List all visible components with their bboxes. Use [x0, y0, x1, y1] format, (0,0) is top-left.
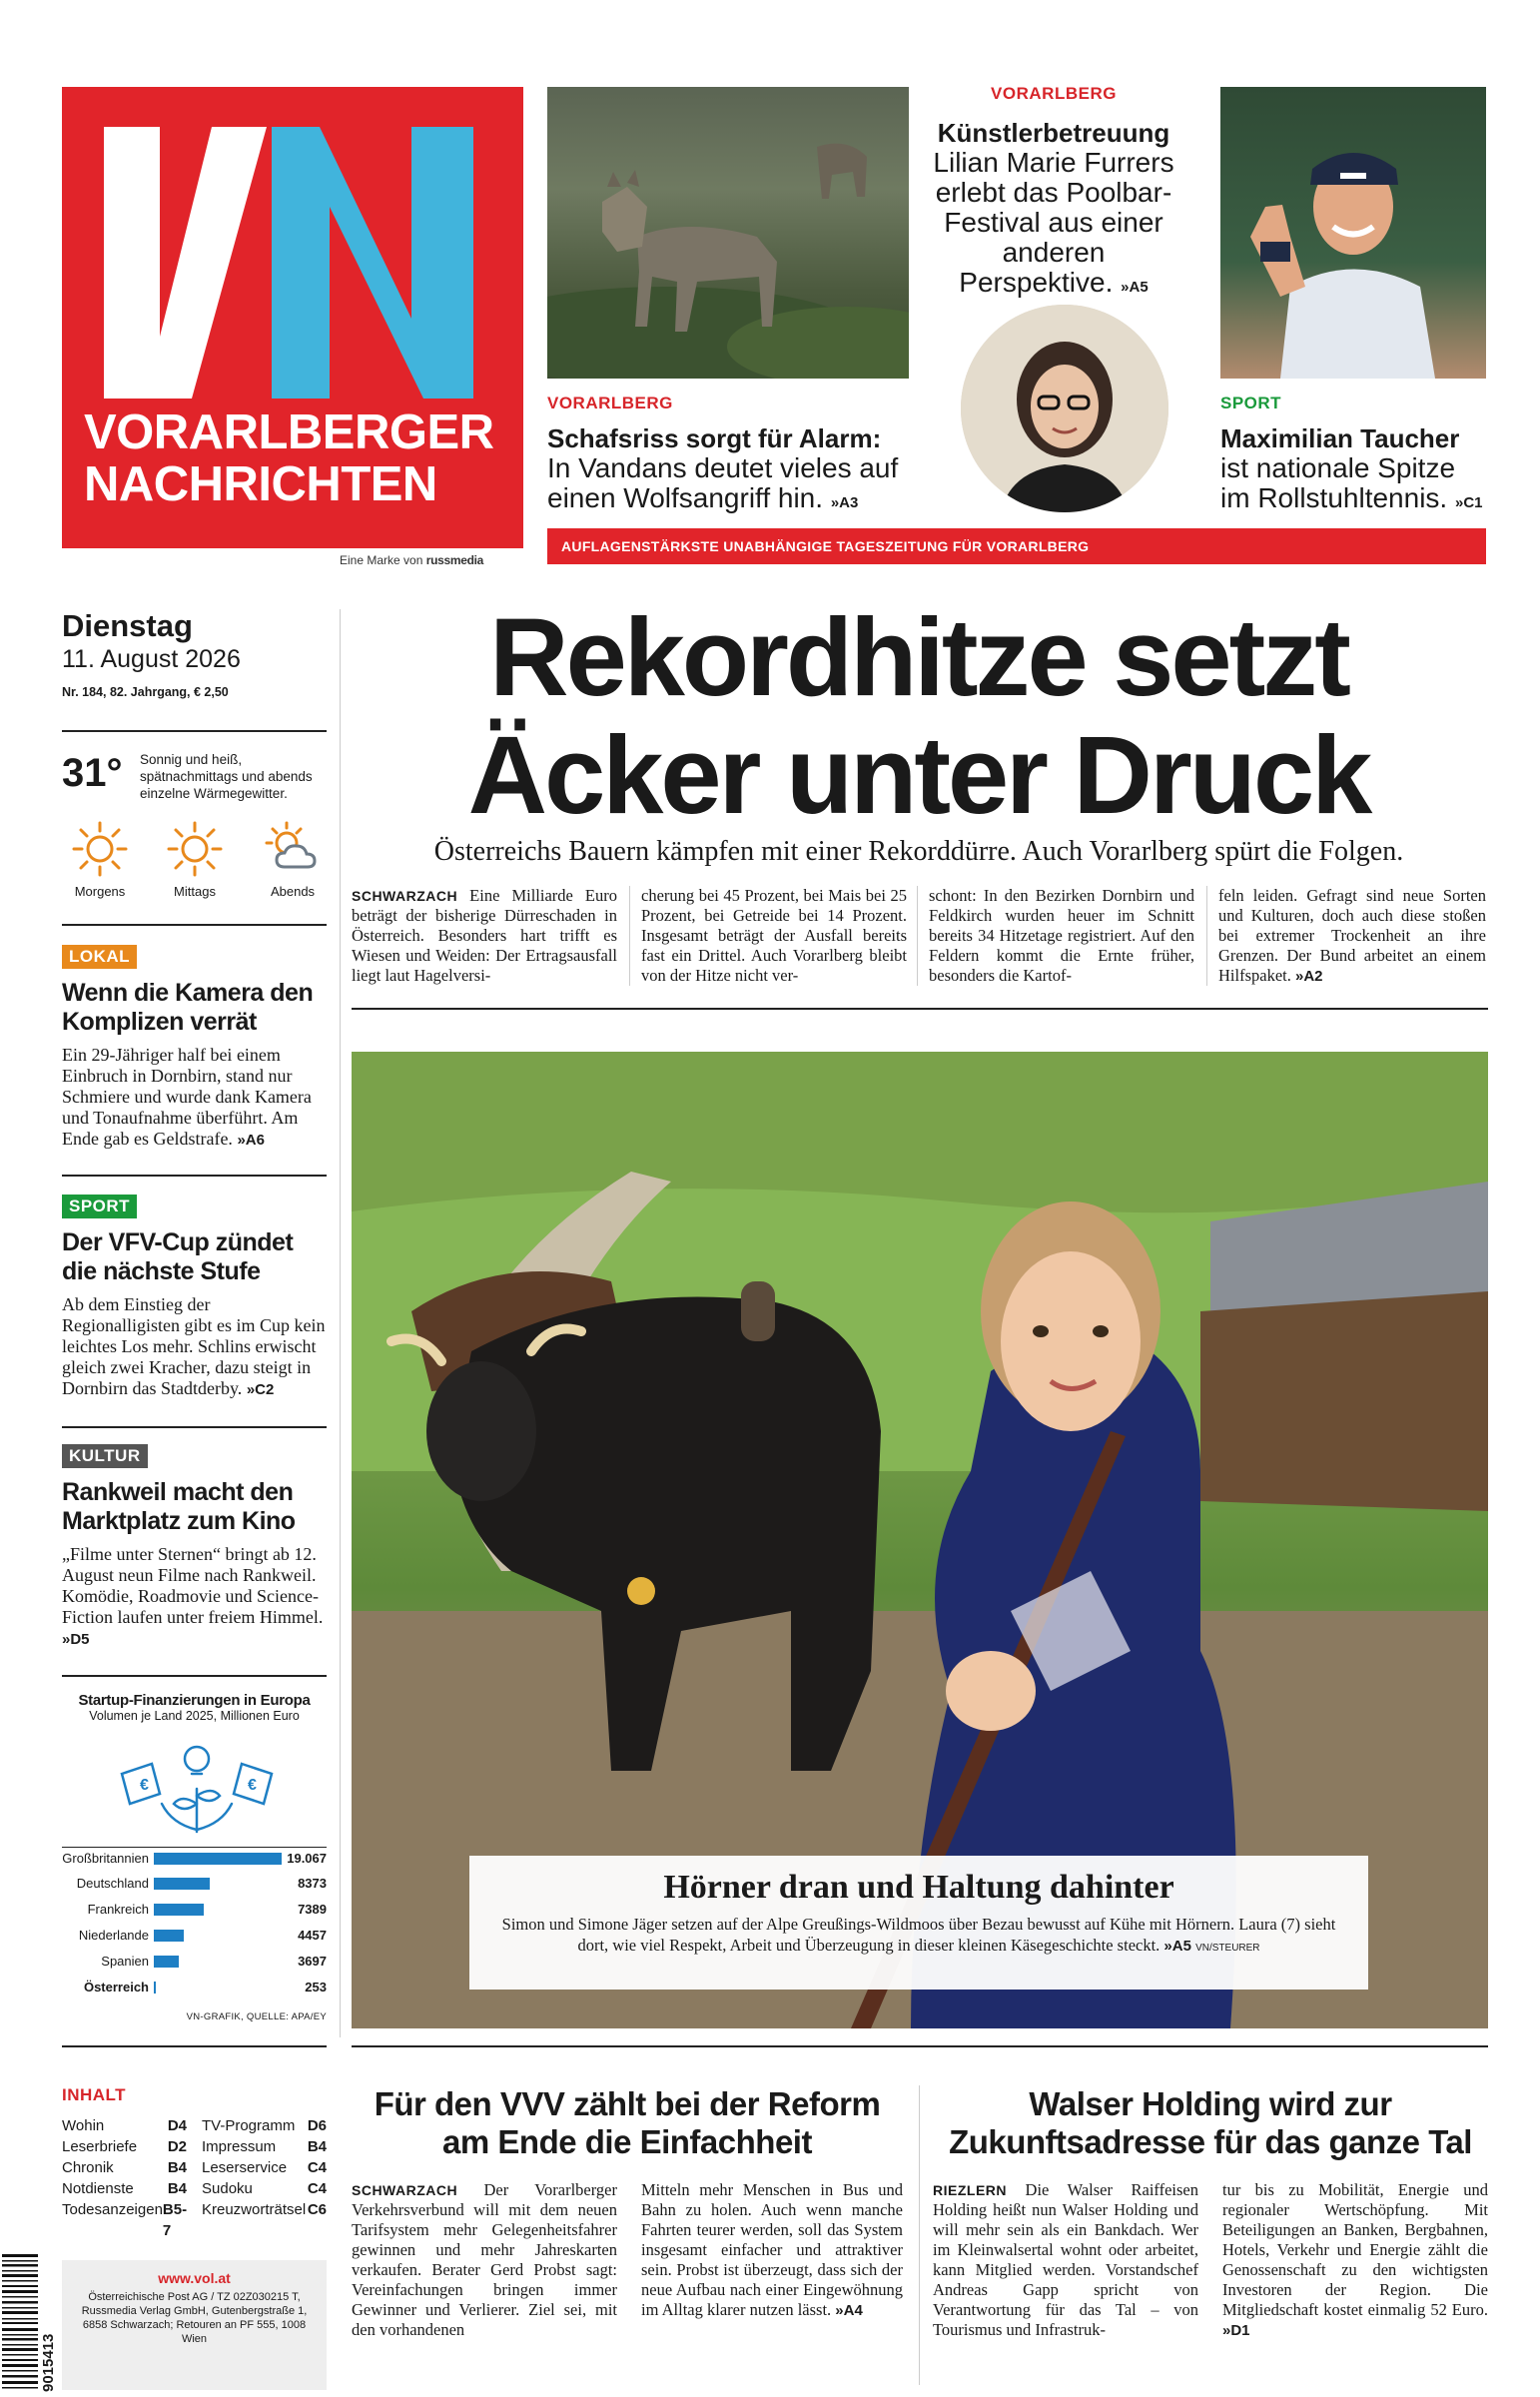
- weather-slot-label: Mittags: [174, 884, 216, 899]
- chart-source: VN-GRAFIK, QUELLE: APA/EY: [186, 2011, 327, 2022]
- bar-label: Deutschland: [76, 1876, 149, 1891]
- story-headline: Für den VVV zählt bei der Reform am Ende die Einfachheit: [374, 2085, 881, 2160]
- story-headline: Walser Holding wird zur Zukunftsadresse für das ganze Tal: [949, 2085, 1472, 2160]
- teaser-title: Schafsriss sorgt für Alarm:: [547, 423, 882, 453]
- toc-item[interactable]: TV-Programm D6: [202, 2117, 327, 2134]
- lead-col-4: feln leiden. Gefragt sind neue Sorten und Kulturen, doch auch diese stoßen bei extremer Trockenheit an ihre Grenzen. Der Bund arbeitet an einem Hilfspaket. »A2: [1218, 886, 1486, 985]
- bar: [154, 1904, 204, 1916]
- teaser-artist[interactable]: [929, 84, 1178, 303]
- svg-text:€: €: [140, 1777, 149, 1794]
- bar-label: Spanien: [101, 1954, 149, 1969]
- story-body: Ein 29-Jähriger half bei einem Einbruch in Dornbirn, stand nur Schmiere und wurde dank Kamera und Tonaufnahme überführt. Am Ende gab es Geldstrafe.: [62, 1045, 312, 1149]
- toc-item[interactable]: Notdienste B4: [62, 2180, 187, 2197]
- wolf-photo[interactable]: [547, 87, 909, 379]
- teaser-body: Lilian Marie Furrers erlebt das Poolbar-Festival aus einer anderen Perspektive.: [933, 147, 1174, 298]
- bar-row: [62, 1925, 327, 1947]
- story-title: Rankweil macht den Marktplatz zum Kino: [62, 1478, 296, 1535]
- lead-headline[interactable]: [350, 596, 1488, 837]
- startup-funding-chart: [62, 1692, 327, 2031]
- story-col-2: Mitteln mehr Menschen in Bus und Bahn zu holen. Auch wenn manche Fahrten teurer werden, soll das System insgesamt einfacher und attraktiver sein. Probst ist überzeugt, dass sich der neue Aufbau nach einer Eingewöhnung im Alltag klarer nutzen lässt. »A4: [641, 2180, 903, 2319]
- chart-subtitle: Volumen je Land 2025, Millionen Euro: [89, 1709, 300, 1723]
- photo-story-caption: Simon und Simone Jäger setzen auf der Alpe Greußings-Wildmoos über Bezau bewusst auf Kühe mit Hörnern. Laura (7) sieht dort, wie viel Respekt, Arbeit und Überzeugung in dieser kleinen Käsegeschichte steckt.: [501, 1915, 1336, 1955]
- story-col-1: SCHWARZACH Der Vorarlberger Verkehrsverbund will mit dem neuen Tarifsystem mehr Gelegenheitsfahrer gewinnen und mehr Jahreskarten verkaufen. Berater Gerd Probst sagt: Vereinfachungen bringen immer Gewinner und Verlierer. Ziel sei, mit den vorhandenen: [352, 2180, 617, 2339]
- toc-item[interactable]: Sudoku C4: [202, 2180, 327, 2197]
- bar: [154, 1930, 184, 1942]
- toc-item[interactable]: Impressum B4: [202, 2138, 327, 2155]
- teaser-kicker: SPORT: [1220, 394, 1282, 412]
- tennis-player-photo[interactable]: [1220, 87, 1486, 379]
- bar-row: [62, 1899, 327, 1921]
- weather-slot-noon: [165, 819, 225, 899]
- bar-label: Großbritannien: [62, 1851, 149, 1866]
- portrait-photo[interactable]: [961, 305, 1168, 512]
- sidebar-story-kultur[interactable]: [62, 1444, 327, 1650]
- table-of-contents: [62, 2085, 327, 2241]
- photo-credit: VN/STEURER: [1195, 1943, 1260, 1954]
- lead-col-2: cherung bei 45 Prozent, bei Mais bei 25 Prozent, bei Getreide bei 14 Prozent. Insgesamt beträgt der Ausfall bereits fast ein Drittel. Auch Vorarlberg bleibt von der Hitze nicht ver-: [641, 886, 907, 985]
- column-divider: [917, 886, 918, 986]
- teaser-body: ist nationale Spitze im Rollstuhltennis.: [1220, 452, 1456, 513]
- story-title: Wenn die Kamera den Komplizen verrät: [62, 979, 314, 1036]
- portrait-illustration: [961, 305, 1168, 512]
- story-title: Der VFV-Cup zündet die nächste Stufe: [62, 1228, 294, 1285]
- bar-value: 7389: [298, 1902, 327, 1917]
- toc-item[interactable]: Todesanzeigen B5-7: [62, 2201, 188, 2239]
- section-badge: KULTUR: [62, 1444, 148, 1468]
- tennis-player-illustration: [1220, 87, 1486, 379]
- sun-icon: [165, 819, 225, 879]
- lead-subhead: Österreichs Bauern kämpfen mit einer Rekorddürre. Auch Vorarlberg spürt die Folgen.: [433, 836, 1404, 867]
- teaser-kicker: VORARLBERG: [547, 394, 673, 412]
- teaser-kicker: VORARLBERG: [991, 84, 1117, 103]
- bar-row: [62, 1873, 327, 1895]
- tagline-text: AUFLAGENSTÄRKSTE UNABHÄNGIGE TAGESZEITUNG FÜR VORARLBERG: [561, 538, 1090, 554]
- bar-rows: [62, 1847, 327, 2006]
- divider: [62, 924, 327, 926]
- teaser-ref[interactable]: »C1: [1454, 494, 1483, 511]
- weather-slot-morning: [70, 819, 130, 899]
- divider: [62, 2045, 327, 2047]
- masthead-name-line2: NACHRICHTEN: [84, 457, 437, 511]
- brand-note: Eine Marke von russmedia: [340, 553, 484, 567]
- story-col-2: tur bis zu Mobilität, Energie und regionaler Wertschöpfung. Mit Beteiligungen an Banken, Bergbahnen, Hotels, Verkehr und Energie zählt die Genossenschaft zu den wichtigsten Investoren der Region. Die Mitgliedschaft kostet einmalig 52 Euro. »D1: [1222, 2180, 1488, 2339]
- section-badge: LOKAL: [62, 945, 137, 969]
- weather-temp: 31°: [62, 751, 123, 795]
- story-ref[interactable]: »C2: [246, 1381, 275, 1398]
- money-plant-icon: [102, 1734, 292, 1834]
- section-badge: SPORT: [62, 1195, 137, 1218]
- story-col-1: RIEZLERN Die Walser Raiffeisen Holding heißt nun Walser Holding und will mehr sein als ein Bankdach. Wer im Kleinwalsertal wohnt oder arbeitet, kann Mitglied werden. Vorstandschef Andreas Gapp spricht von Verantwortung für das Tal – von Tourismus und Infrastruk-: [933, 2180, 1199, 2339]
- date: 11. August 2026: [62, 645, 241, 673]
- story-ref[interactable]: »D5: [62, 1631, 90, 1648]
- story-ref[interactable]: »A6: [237, 1132, 265, 1149]
- weather-slot-label: Morgens: [74, 884, 126, 899]
- toc-item[interactable]: Leserservice C4: [202, 2159, 327, 2176]
- website-link[interactable]: www.vol.at: [158, 2270, 231, 2286]
- wolf-illustration: [547, 87, 909, 379]
- sun-icon: [70, 819, 130, 879]
- divider: [62, 1426, 327, 1428]
- bar: [154, 1982, 156, 1994]
- photo-story-ref[interactable]: »A5: [1163, 1938, 1191, 1955]
- bar-value: 8373: [298, 1876, 327, 1891]
- barcode-number: 9015413: [40, 2333, 57, 2392]
- teaser-ref[interactable]: »A3: [830, 494, 859, 511]
- sun-cloud-icon: [263, 819, 323, 879]
- issue-info: Nr. 184, 82. Jahrgang, € 2,50: [62, 685, 229, 699]
- bar-label: Frankreich: [87, 1902, 149, 1917]
- russmedia-logo: russmedia: [425, 553, 484, 567]
- teaser-body: In Vandans deutet vieles auf einen Wolfsangriff hin.: [547, 452, 899, 513]
- divider: [352, 1008, 1488, 1010]
- toc-item[interactable]: Kreuzworträtsel C6: [202, 2201, 327, 2218]
- bar-value: 253: [305, 1980, 327, 1995]
- story-body: Ab dem Einstieg der Regionalligisten gibt es im Cup kein leichtes Los mehr. Schlins erwischt gleich zwei Kracher, dazu steigt in Dornbirn das Stadtderby.: [62, 1294, 326, 1398]
- toc-title: INHALT: [62, 2085, 127, 2104]
- sidebar-story-lokal[interactable]: [62, 945, 327, 1151]
- bar: [154, 1956, 179, 1968]
- lead-body: [352, 886, 1488, 996]
- story-body: „Filme unter Sternen“ bringt ab 12. August neun Filme nach Rankweil. Komödie, Roadmovie und Science-Fiction laufen unter freiem Himmel.: [62, 1544, 324, 1627]
- teaser-wolf[interactable]: [547, 394, 909, 518]
- svg-text:€: €: [248, 1777, 257, 1794]
- bar: [154, 1853, 282, 1865]
- weather-slot-label: Abends: [270, 884, 316, 899]
- weather-text: Sonnig und heiß, spätnachmittags und abends einzelne Wärmegewitter.: [140, 752, 313, 801]
- column-divider: [1206, 886, 1207, 986]
- sidebar-story-sport[interactable]: [62, 1195, 327, 1400]
- divider: [62, 1175, 327, 1177]
- divider: [62, 730, 327, 732]
- divider: [62, 1675, 327, 1677]
- bar-label: Niederlande: [78, 1928, 149, 1943]
- divider: [352, 2045, 1488, 2047]
- column-divider: [919, 2085, 920, 2385]
- teaser-title: Künstlerbetreuung: [937, 118, 1170, 148]
- teaser-ref[interactable]: »A5: [1121, 279, 1149, 296]
- imprint-box: [62, 2260, 327, 2390]
- imprint-text: Österreichische Post AG / TZ 02Z030215 T, Russmedia Verlag GmbH, Gutenbergstraße 1, 6858 Schwarzach; Retouren an PF 555, 1008 Wien: [81, 2291, 308, 2345]
- photo-story-title[interactable]: Hörner dran und Haltung dahinter: [663, 1869, 1174, 1906]
- weekday: Dienstag: [62, 608, 193, 643]
- headline-line2: Äcker unter Druck: [467, 714, 1370, 837]
- teaser-title: Maximilian Taucher: [1220, 423, 1460, 453]
- story-ref[interactable]: »D1: [1222, 2322, 1250, 2339]
- vn-logo[interactable]: [62, 87, 523, 548]
- photo-caption-box: [469, 1856, 1368, 1990]
- teaser-tennis[interactable]: [1220, 394, 1490, 518]
- story-ref[interactable]: »A4: [835, 2302, 863, 2319]
- column-divider: [340, 609, 341, 2037]
- story-vvv[interactable]: [352, 2085, 903, 2339]
- lead-ref[interactable]: »A2: [1294, 968, 1323, 985]
- dateline: RIEZLERN: [933, 2182, 1007, 2198]
- bar-label: Österreich: [83, 1980, 149, 1995]
- bar-value: 4457: [298, 1928, 327, 1943]
- bar-value: 3697: [298, 1954, 327, 1969]
- headline-line1: Rekordhitze setzt: [489, 596, 1348, 719]
- dateline: SCHWARZACH: [352, 2182, 458, 2198]
- date-box: [62, 609, 327, 699]
- bar-value: 19.067: [287, 1851, 327, 1866]
- lead-col-3: schont: In den Bezirken Dornbirn und Feldkirch wurden heuer im Schnitt bereits 34 Hitzetage registriert. Auf den Feldern kommt die Ernte früher, besonders die Kartof-: [929, 886, 1194, 985]
- tagline-bar: [547, 528, 1486, 564]
- column-divider: [629, 886, 630, 986]
- chart-title: Startup-Finanzierungen in Europa: [78, 1692, 311, 1709]
- toc-item[interactable]: Wohin D4: [62, 2117, 187, 2134]
- bar-row: [62, 1977, 327, 1998]
- story-walser[interactable]: [933, 2085, 1488, 2339]
- lead-col-1: SCHWARZACH Eine Milliarde Euro beträgt der bisherige Dürreschaden in Österreich. Besonders hart trifft es Wiesen und Weiden: Der Ertragsausfall liegt laut Hagelversi-: [352, 886, 617, 985]
- weather-slot-evening: [260, 819, 326, 899]
- toc-item[interactable]: Chronik B4: [62, 2159, 187, 2176]
- toc-item[interactable]: Leserbriefe D2: [62, 2138, 187, 2155]
- bar: [154, 1878, 210, 1890]
- toc-col-left: [62, 2115, 187, 2241]
- weather-forecast: [62, 819, 327, 909]
- masthead-name-line1: VORARLBERGER: [84, 405, 494, 459]
- bar-row: [62, 1951, 327, 1973]
- toc-col-right: [202, 2115, 327, 2241]
- barcode: [0, 2252, 58, 2392]
- bar-row: [62, 1847, 327, 1869]
- dateline: SCHWARZACH: [352, 888, 458, 904]
